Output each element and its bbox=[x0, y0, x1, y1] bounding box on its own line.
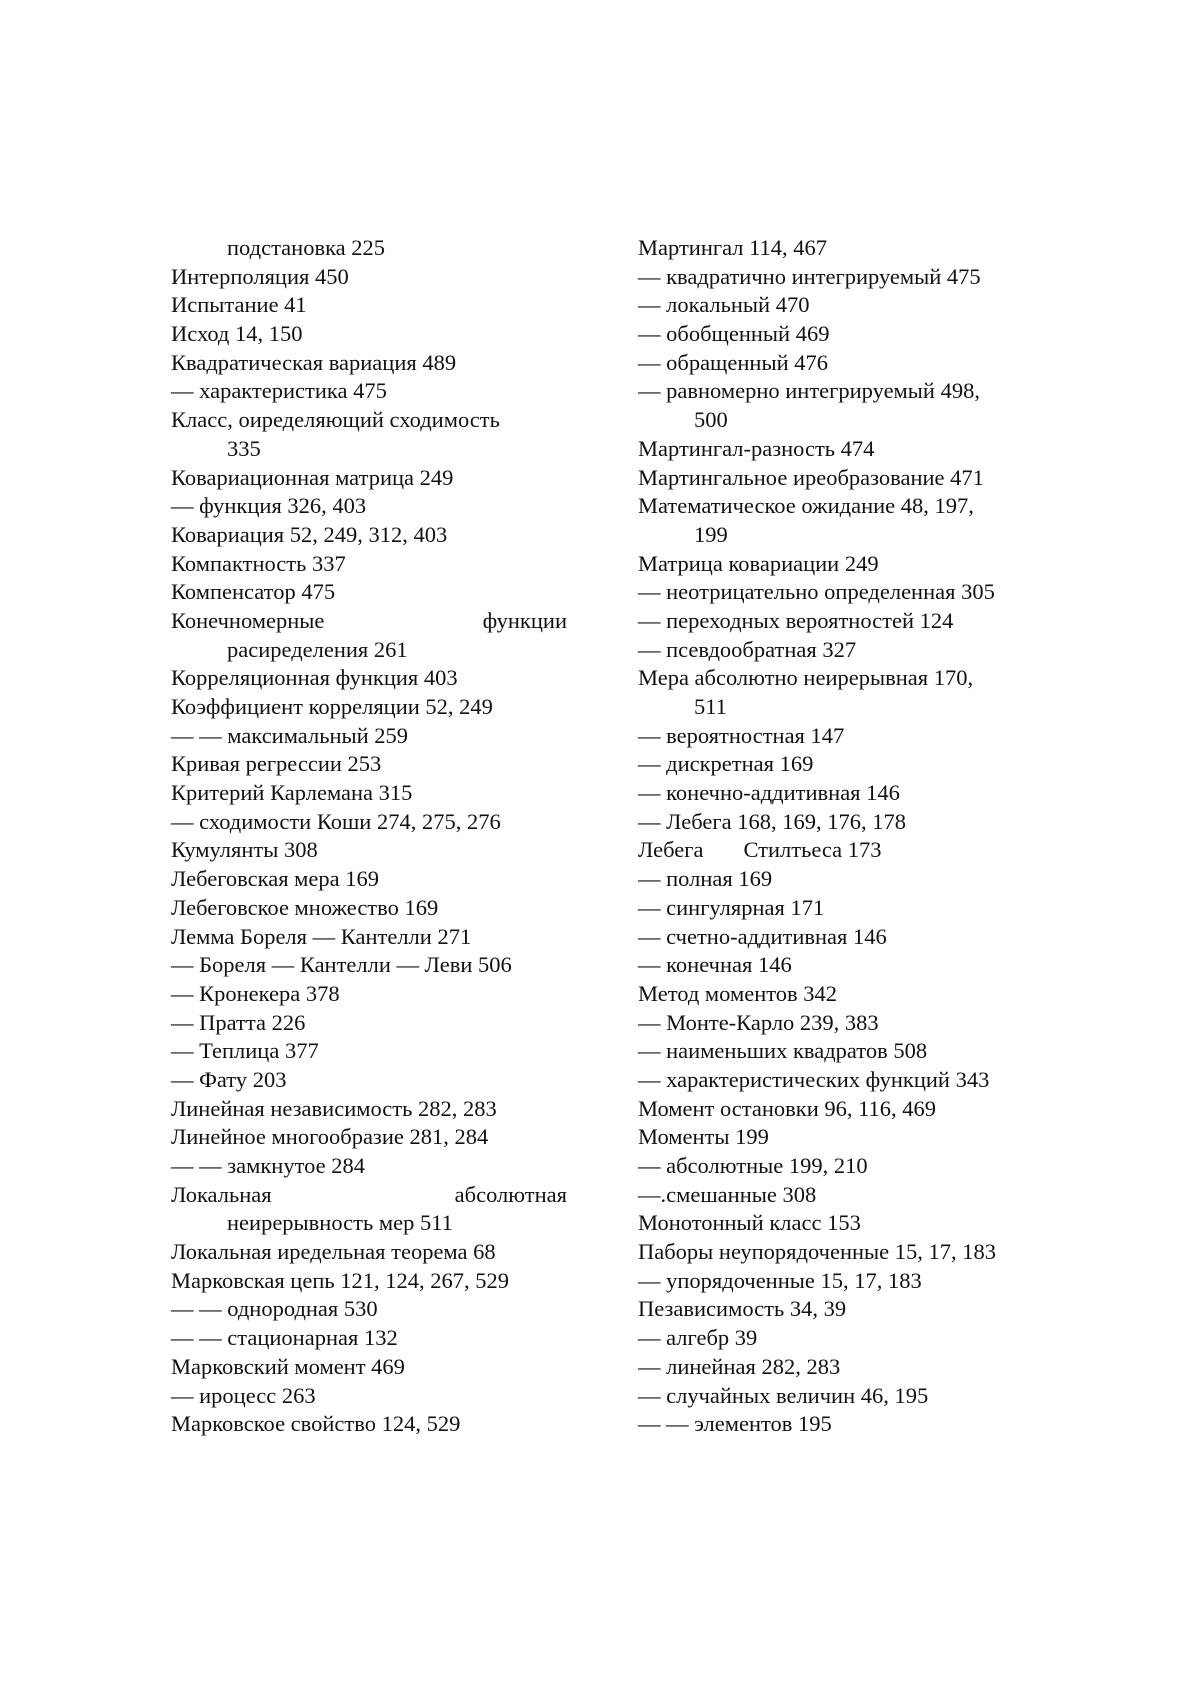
index-entry-word: Лебега bbox=[638, 837, 704, 863]
index-entry: Кривая регрессии 253 bbox=[171, 751, 382, 777]
index-entry: — — однородная 530 bbox=[171, 1296, 378, 1322]
index-entry: — переходных вероятностей 124 bbox=[638, 607, 954, 633]
index-entry: — — замкнутое 284 bbox=[171, 1153, 366, 1178]
index-entry: — конечная 146 bbox=[638, 952, 792, 978]
index-entry: Мартингал 114, 467 bbox=[638, 235, 828, 260]
index-entry-word: Конечномерные bbox=[171, 607, 325, 633]
index-entry: — характеристика 475 bbox=[171, 378, 387, 404]
index-entry: — абсолютные 199, 210 bbox=[638, 1153, 868, 1178]
index-entry-word: абсолютная bbox=[454, 1181, 567, 1207]
index-entry: — Теплица 377 bbox=[171, 1038, 319, 1064]
index-entry: Испытание 41 bbox=[171, 292, 307, 318]
index-entry-word: Стилтьеса 173 bbox=[743, 837, 882, 863]
index-entry: — — максимальный 259 bbox=[171, 722, 409, 748]
index-entry: Пезависимость 34, 39 bbox=[638, 1296, 847, 1322]
index-entry: Лебеговская мера 169 bbox=[171, 866, 380, 892]
index-entry: — упорядоченные 15, 17, 183 bbox=[638, 1267, 922, 1293]
index-entry: — линейная 282, 283 bbox=[638, 1353, 841, 1379]
index-entry: — обобщенный 469 bbox=[638, 321, 830, 347]
index-entry: Монотонный класс 153 bbox=[638, 1210, 861, 1236]
index-entry-continuation: подстановка 225 bbox=[227, 235, 386, 260]
index-entry: Коэффициент корреляции 52, 249 bbox=[171, 694, 493, 719]
index-entry: — функция 326, 403 bbox=[171, 493, 367, 519]
index-entry: Паборы неупорядоченные 15, 17, 183 bbox=[638, 1239, 997, 1265]
index-entry: — Фату 203 bbox=[171, 1066, 287, 1092]
index-entry-word: функции bbox=[482, 607, 567, 633]
index-entry: — алгебр 39 bbox=[638, 1325, 758, 1351]
index-entry: Класс, оиределяющий сходимость bbox=[171, 407, 500, 433]
index-entry: Компактность 337 bbox=[171, 550, 346, 576]
index-entry-word: Локальная bbox=[171, 1181, 272, 1207]
index-entry: — Пратта 226 bbox=[171, 1009, 306, 1035]
index-entry-continuation: неирерывность мер 511 bbox=[227, 1210, 453, 1236]
index-entry: Кумулянты 308 bbox=[171, 837, 318, 863]
index-entry: Мера абсолютно неирерывная 170, bbox=[638, 665, 974, 691]
index-entry: — обращенный 476 bbox=[638, 349, 828, 375]
index-entry: Марковский момент 469 bbox=[171, 1353, 405, 1379]
index-entry: Интерполяция 450 bbox=[171, 263, 349, 289]
index-entry: Моменты 199 bbox=[638, 1124, 769, 1150]
index-entry-continuation: 335 bbox=[227, 435, 261, 461]
index-entry bbox=[171, 1181, 567, 1210]
index-entry: Лебеговское множество 169 bbox=[171, 894, 439, 920]
index-entry: Критерий Карлемана 315 bbox=[171, 780, 413, 806]
index-entry: Локальная иредельная теорема 68 bbox=[171, 1239, 496, 1265]
index-entry: Марковская цепь 121, 124, 267, 529 bbox=[171, 1267, 510, 1293]
index-entry: — случайных величин 46, 195 bbox=[638, 1382, 929, 1408]
index-entry: — сходимости Коши 274, 275, 276 bbox=[171, 808, 501, 834]
index-entry: Ковариация 52, 249, 312, 403 bbox=[171, 521, 448, 547]
index-entry: Момент остановки 96, 116, 469 bbox=[638, 1095, 937, 1121]
index-entry-continuation: 199 bbox=[694, 521, 728, 547]
index-entry: — неотрицательно определенная 305 bbox=[638, 579, 995, 605]
index-entry: Линейная независимость 282, 283 bbox=[171, 1095, 497, 1121]
index-entry: — счетно-аддитивная 146 bbox=[638, 923, 887, 949]
index-entry-continuation: 500 bbox=[694, 407, 728, 433]
index-entry: Матрица ковариации 249 bbox=[638, 550, 879, 576]
index-entry: — Бореля — Кантелли — Леви 506 bbox=[171, 952, 512, 978]
index-column-right bbox=[638, 234, 1038, 1439]
index-entry: Корреляционная функция 403 bbox=[171, 665, 458, 691]
index-entry: Исход 14, 150 bbox=[171, 321, 303, 347]
index-entry: — характеристических функций 343 bbox=[638, 1066, 990, 1092]
index-entry: Линейное многообразие 281, 284 bbox=[171, 1124, 489, 1150]
index-entry: — — элементов 195 bbox=[638, 1411, 832, 1437]
index-entry: — равномерно интегрируемый 498, bbox=[638, 378, 980, 404]
index-entry: Ковариационная матрица 249 bbox=[171, 464, 454, 490]
index-entry: — локальный 470 bbox=[638, 292, 810, 318]
index-entry: Марковское свойство 124, 529 bbox=[171, 1411, 461, 1437]
index-entry: — полная 169 bbox=[638, 866, 773, 892]
index-entry: — вероятностная 147 bbox=[638, 722, 845, 748]
index-entry: Компенсатор 475 bbox=[171, 579, 336, 605]
index-entry: — — стационарная 132 bbox=[171, 1325, 398, 1351]
index-entry bbox=[638, 836, 1038, 865]
index-entry: — ироцесс 263 bbox=[171, 1382, 316, 1408]
index-entry: Лемма Бореля — Кантелли 271 bbox=[171, 923, 472, 949]
index-entry-continuation: 511 bbox=[694, 694, 727, 719]
index-entry: — Кронекера 378 bbox=[171, 980, 340, 1006]
index-entry: — наименьших квадратов 508 bbox=[638, 1038, 928, 1064]
index-column-left bbox=[171, 234, 567, 1439]
index-entry: —.смешанные 308 bbox=[638, 1181, 817, 1207]
index-entry: Мартингальное иреобразование 471 bbox=[638, 464, 984, 490]
index-entry: — псевдообратная 327 bbox=[638, 636, 857, 662]
index-entry: — конечно-аддитивная 146 bbox=[638, 780, 900, 806]
index-entry-continuation: расиределения 261 bbox=[227, 636, 408, 662]
index-entry: — квадратично интегрируемый 475 bbox=[638, 263, 981, 289]
index-entry: — Лебега 168, 169, 176, 178 bbox=[638, 808, 906, 834]
index-entry: Метод моментов 342 bbox=[638, 980, 838, 1006]
index-entry: Мартингал-разность 474 bbox=[638, 435, 875, 461]
index-entry: — Монте-Карло 239, 383 bbox=[638, 1009, 879, 1035]
index-entry: — сингулярная 171 bbox=[638, 894, 825, 920]
index-entry bbox=[171, 607, 567, 636]
index-entry: Математическое ожидание 48, 197, bbox=[638, 493, 974, 519]
index-entry: Квадратическая вариация 489 bbox=[171, 349, 457, 375]
index-entry: — дискретная 169 bbox=[638, 751, 814, 777]
